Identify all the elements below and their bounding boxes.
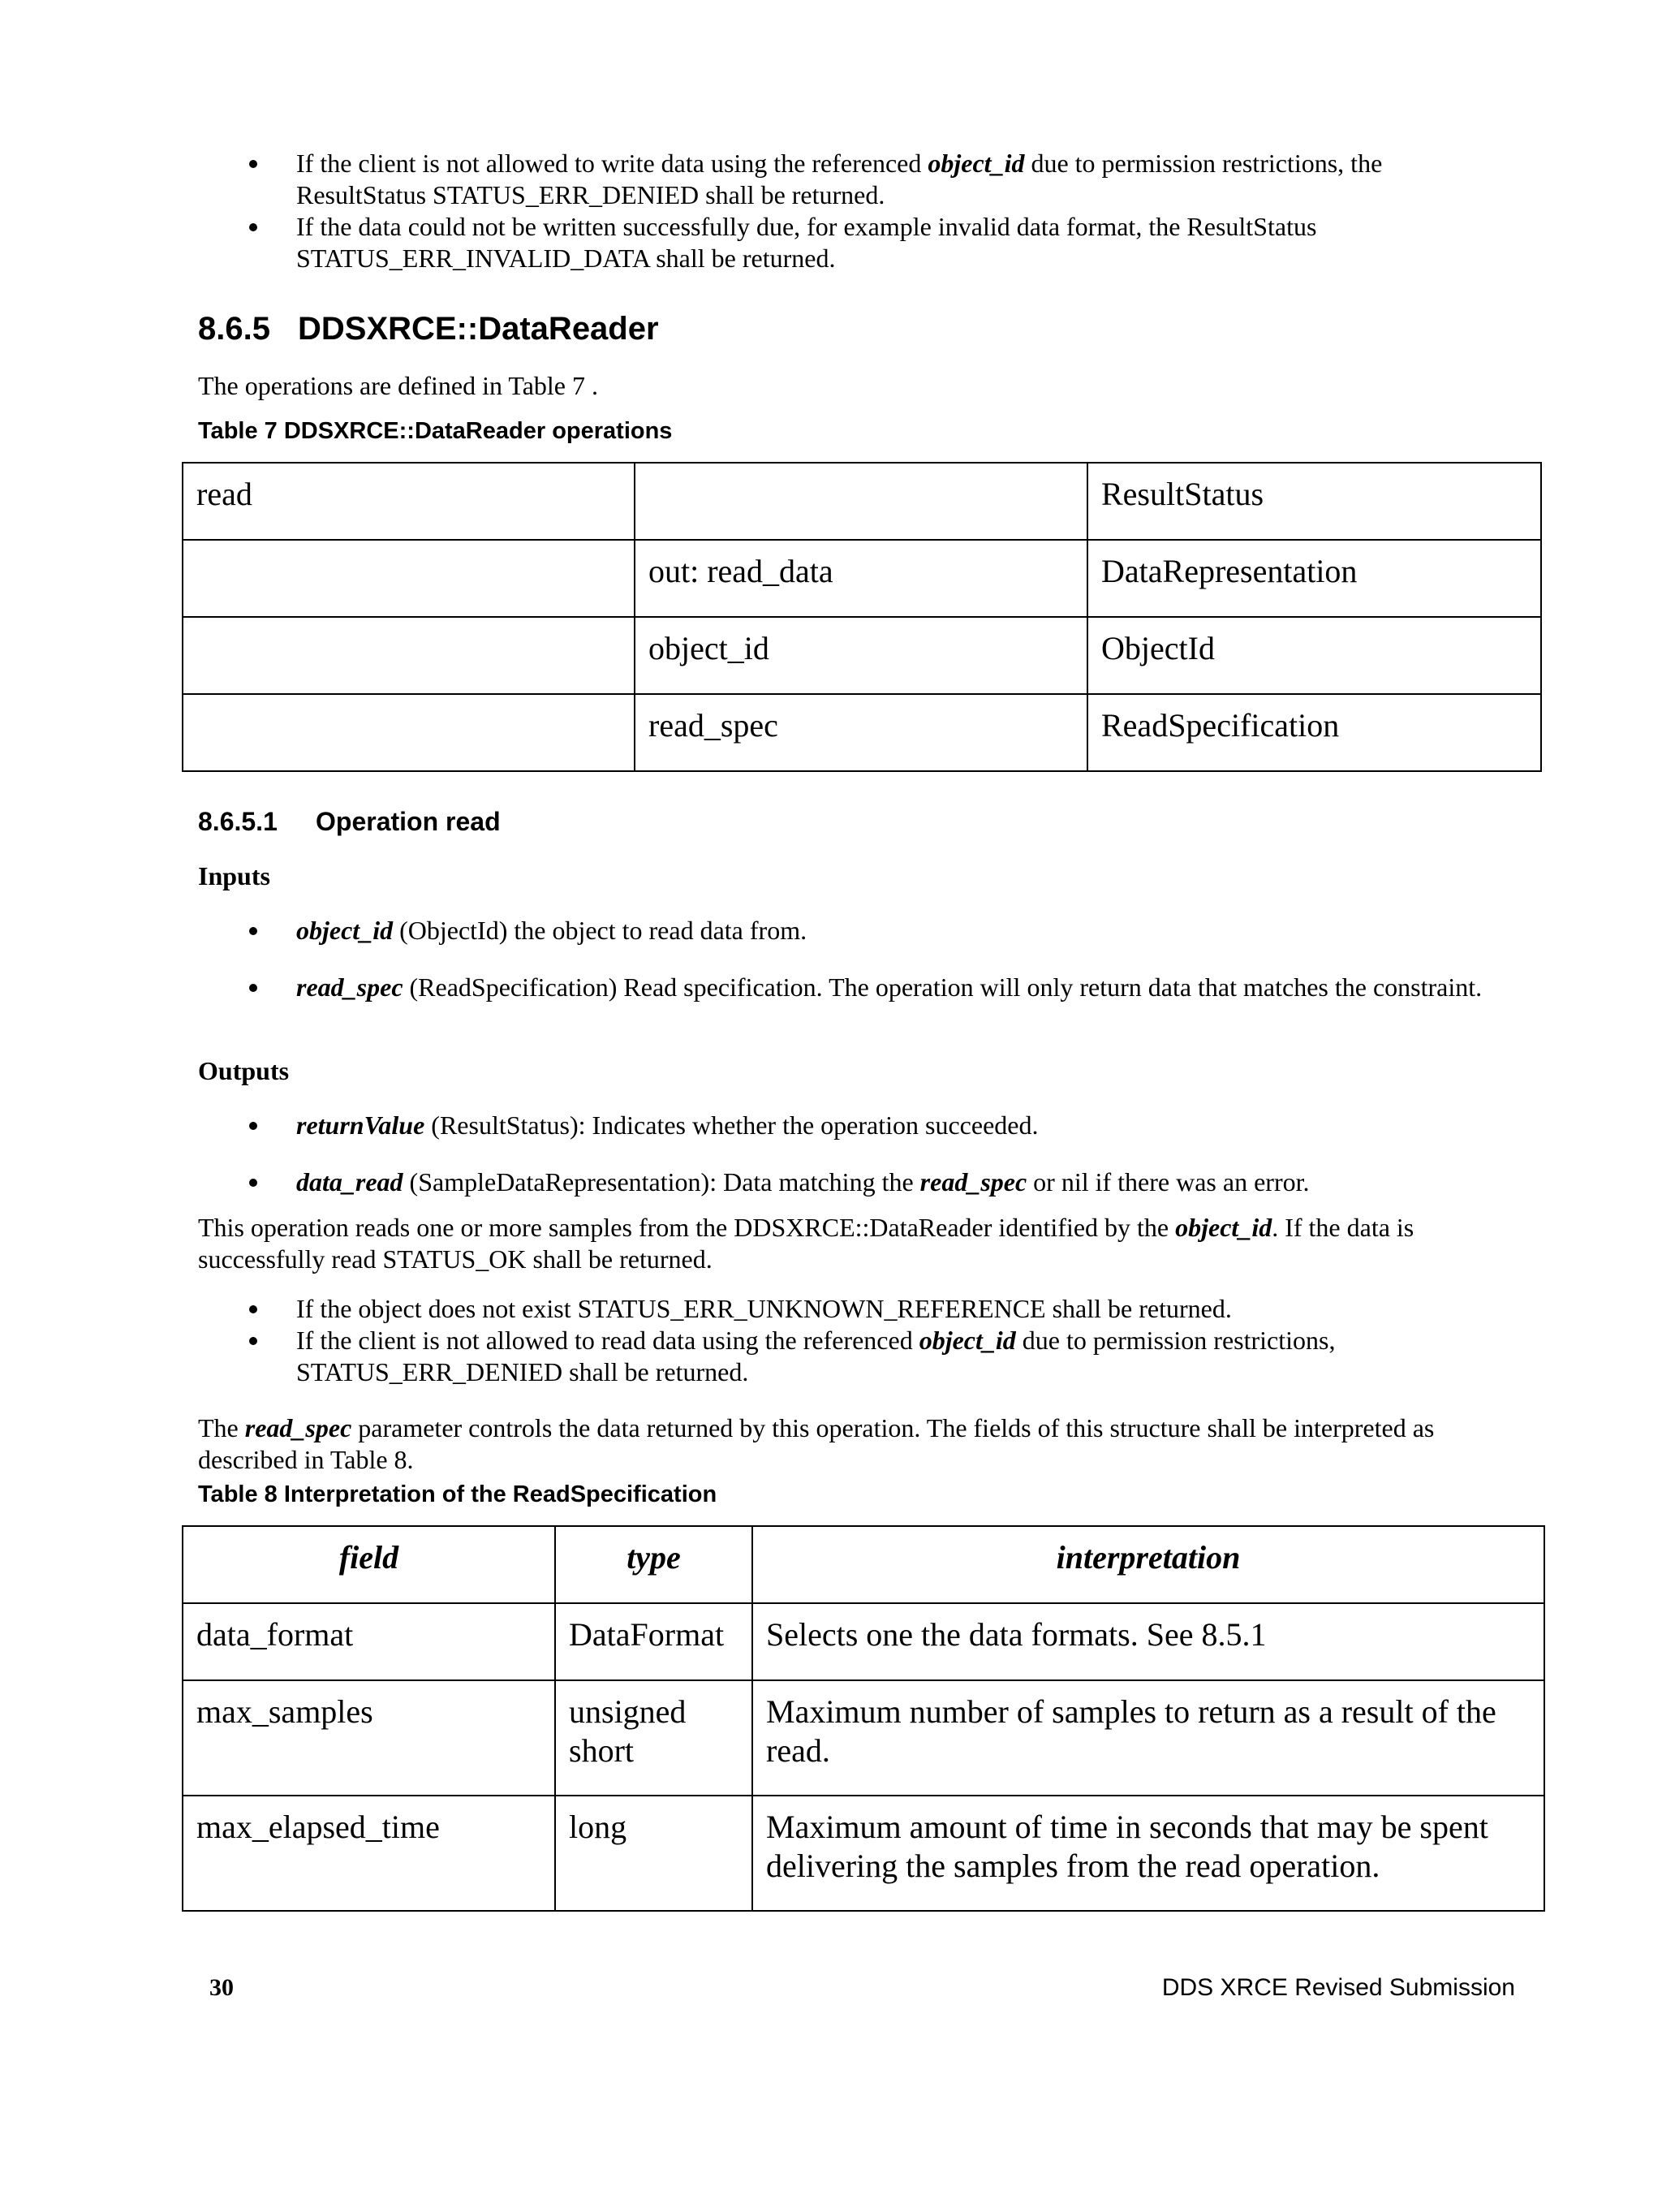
list-item: If the client is not allowed to read data using the referenced object_id due to permission restrictions, STATUS_ERR_DENIED shall be returned. (198, 1325, 1500, 1388)
readspec-paragraph: The read_spec parameter controls the data returned by this operation. The fields of this structure shall be interpreted as described in Table 8. (198, 1413, 1435, 1474)
table-row (183, 463, 1541, 540)
subsection-number: 8.6.5.1 (198, 807, 278, 836)
table-row (183, 1680, 1544, 1796)
list-item: read_spec (ReadSpecification) Read specification. The operation will only return data that matches the constraint. (198, 972, 1500, 1003)
page-number: 30 (209, 1974, 234, 2001)
table-row (183, 694, 1541, 771)
table-cell: ObjectId (1087, 617, 1541, 694)
error-bullet-list (198, 1293, 1500, 1388)
table-row (183, 1603, 1544, 1680)
list-item: data_read (SampleDataRepresentation): Data matching the read_spec or nil if there was an error. (198, 1166, 1500, 1198)
table-cell: Selects one the data formats. See 8.5.1 (752, 1603, 1544, 1680)
section-number: 8.6.5 (198, 311, 270, 347)
table-header-row (183, 1526, 1544, 1603)
table7-operations (182, 462, 1542, 772)
table8-readspecification (182, 1525, 1545, 1912)
table-cell: Maximum number of samples to return as a result of the read. (752, 1680, 1544, 1796)
section-title: DDSXRCE::DataReader (298, 311, 659, 347)
subsection-heading (198, 805, 1508, 838)
table-row (183, 540, 1541, 617)
list-item: If the object does not exist STATUS_ERR_UNKNOWN_REFERENCE shall be returned. (198, 1293, 1500, 1325)
table-cell: max_samples (183, 1680, 555, 1796)
section-intro: The operations are defined in Table 7 . (198, 371, 598, 400)
table-cell: Maximum amount of time in seconds that may be spent delivering the samples from the read operation. (752, 1796, 1544, 1911)
table-cell: ReadSpecification (1087, 694, 1541, 771)
table-cell: DataFormat (555, 1603, 752, 1680)
top-bullet-list (198, 148, 1500, 274)
description-paragraph: This operation reads one or more samples from the DDSXRCE::DataReader identified by the object_id. If the data is successfully read STATUS_OK shall be returned. (198, 1213, 1414, 1274)
table-cell: ResultStatus (1087, 463, 1541, 540)
list-item: object_id (ObjectId) the object to read data from. (198, 915, 1500, 946)
table-cell (183, 540, 635, 617)
table-cell (183, 617, 635, 694)
column-header: type (555, 1526, 752, 1603)
table-cell: object_id (635, 617, 1087, 694)
table-cell: data_format (183, 1603, 555, 1680)
table-cell (635, 463, 1087, 540)
table-cell: DataRepresentation (1087, 540, 1541, 617)
table-row (183, 617, 1541, 694)
table-cell: unsigned short (555, 1680, 752, 1796)
table-cell: read_spec (635, 694, 1087, 771)
outputs-list (198, 1110, 1500, 1198)
outputs-label: Outputs (198, 1056, 290, 1085)
table-cell: read (183, 463, 635, 540)
table7-caption: Table 7 DDSXRCE::DataReader operations (198, 418, 673, 444)
list-item: If the data could not be written successfully due, for example invalid data format, the ResultStatus STATUS_ERR_INVALID_DATA shall be returned. (198, 211, 1500, 274)
column-header: field (183, 1526, 555, 1603)
table-cell (183, 694, 635, 771)
table-cell: max_elapsed_time (183, 1796, 555, 1911)
table8-caption: Table 8 Interpretation of the ReadSpecification (198, 1481, 717, 1507)
list-item: returnValue (ResultStatus): Indicates whether the operation succeeded. (198, 1110, 1500, 1141)
list-item: If the client is not allowed to write data using the referenced object_id due to permission restrictions, the ResultStatus STATUS_ERR_DENIED shall be returned. (198, 148, 1500, 211)
column-header: interpretation (752, 1526, 1544, 1603)
section-heading (198, 309, 1508, 348)
subsection-title: Operation read (316, 807, 501, 836)
footer-doc-title: DDS XRCE Revised Submission (1161, 1974, 1515, 2001)
inputs-label: Inputs (198, 861, 270, 890)
table-row (183, 1796, 1544, 1911)
table-cell: long (555, 1796, 752, 1911)
table-cell: out: read_data (635, 540, 1087, 617)
inputs-list (198, 915, 1500, 1003)
